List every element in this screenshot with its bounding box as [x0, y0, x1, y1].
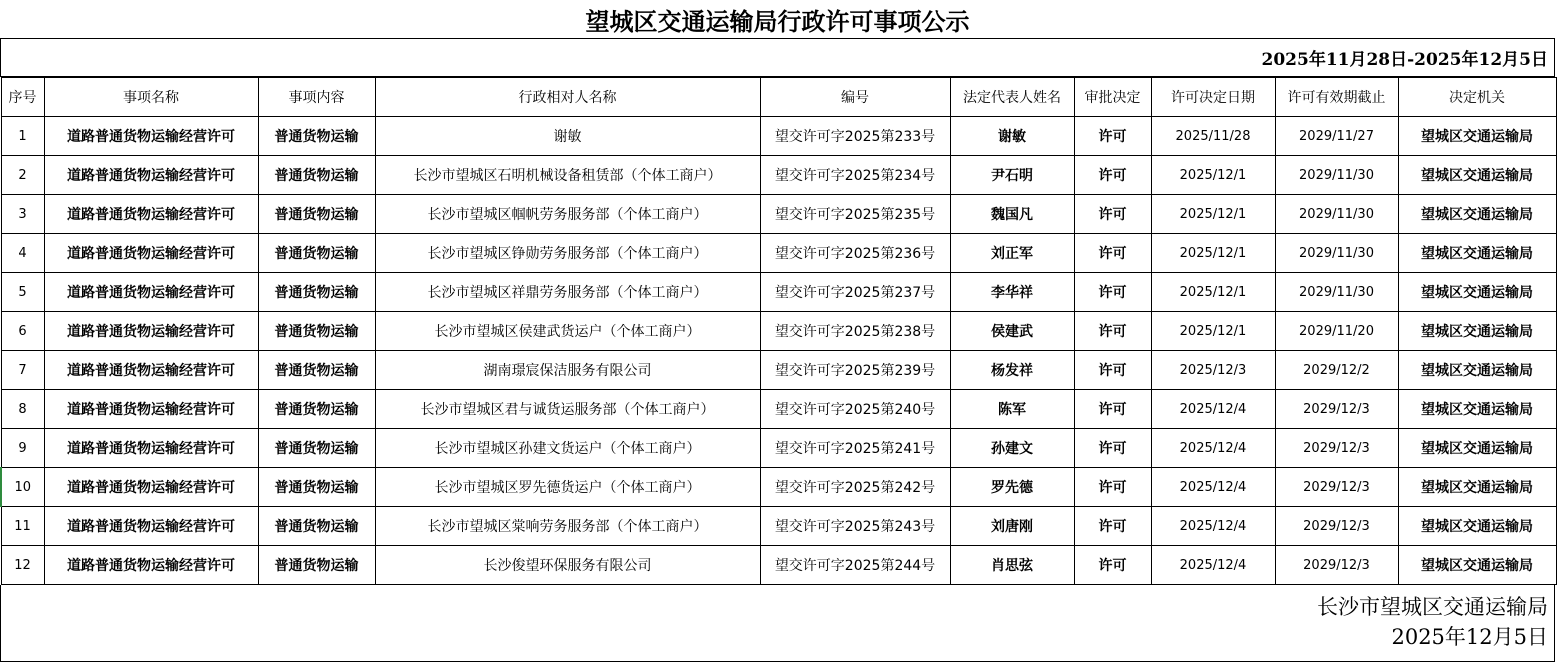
cell-seq[interactable]: 11	[1, 507, 44, 546]
sheet-title[interactable]: 望城区交通运输局行政许可事项公示	[0, 0, 1555, 39]
cell-legal-rep[interactable]: 尹石明	[950, 156, 1074, 195]
cell-decision[interactable]: 许可	[1074, 429, 1151, 468]
cell-number[interactable]: 望交许可字2025第233号	[760, 117, 950, 156]
cell-number[interactable]: 望交许可字2025第238号	[760, 312, 950, 351]
cell-item-name[interactable]: 道路普通货物运输经营许可	[44, 351, 258, 390]
cell-number[interactable]: 望交许可字2025第243号	[760, 507, 950, 546]
cell-valid-until[interactable]: 2029/11/30	[1275, 195, 1398, 234]
cell-decision-date[interactable]: 2025/12/1	[1151, 195, 1275, 234]
cell-number[interactable]: 望交许可字2025第236号	[760, 234, 950, 273]
cell-item-content[interactable]: 普通货物运输	[258, 507, 375, 546]
cell-legal-rep[interactable]: 谢敏	[950, 117, 1074, 156]
cell-legal-rep[interactable]: 孙建文	[950, 429, 1074, 468]
cell-authority[interactable]: 望城区交通运输局	[1398, 351, 1556, 390]
cell-decision-date[interactable]: 2025/12/4	[1151, 507, 1275, 546]
cell-seq[interactable]: 7	[1, 351, 44, 390]
cell-item-content[interactable]: 普通货物运输	[258, 546, 375, 585]
period-cell[interactable]: 2025年11月28日-2025年12月5日	[0, 39, 1555, 77]
cell-seq[interactable]: 12	[1, 546, 44, 585]
cell-seq[interactable]: 4	[1, 234, 44, 273]
cell-item-content[interactable]: 普通货物运输	[258, 156, 375, 195]
cell-legal-rep[interactable]: 魏国凡	[950, 195, 1074, 234]
cell-item-content[interactable]: 普通货物运输	[258, 195, 375, 234]
header-decision[interactable]: 审批决定	[1074, 78, 1151, 117]
table-row	[1, 546, 1556, 585]
cell-item-name[interactable]: 道路普通货物运输经营许可	[44, 273, 258, 312]
table-row	[1, 468, 1556, 507]
cell-valid-until[interactable]: 2029/12/3	[1275, 468, 1398, 507]
footer	[0, 585, 1555, 662]
cell-decision[interactable]: 许可	[1074, 390, 1151, 429]
cell-decision-date[interactable]: 2025/12/1	[1151, 273, 1275, 312]
table-row	[1, 234, 1556, 273]
cell-valid-until[interactable]: 2029/11/27	[1275, 117, 1398, 156]
cell-authority[interactable]: 望城区交通运输局	[1398, 429, 1556, 468]
cell-valid-until[interactable]: 2029/12/3	[1275, 507, 1398, 546]
cell-number[interactable]: 望交许可字2025第234号	[760, 156, 950, 195]
header-seq[interactable]: 序号	[1, 78, 44, 117]
cell-party-name[interactable]: 长沙市望城区棠响劳务服务部（个体工商户）	[375, 507, 760, 546]
footer-org[interactable]: 长沙市望城区交通运输局	[1317, 595, 1548, 619]
table-row	[1, 351, 1556, 390]
cell-decision-date[interactable]: 2025/11/28	[1151, 117, 1275, 156]
cell-party-name[interactable]: 长沙市望城区石明机械设备租赁部（个体工商户）	[375, 156, 760, 195]
cell-item-content[interactable]: 普通货物运输	[258, 351, 375, 390]
cell-valid-until[interactable]: 2029/11/30	[1275, 156, 1398, 195]
cell-decision[interactable]: 许可	[1074, 273, 1151, 312]
table-row	[1, 273, 1556, 312]
cell-authority[interactable]: 望城区交通运输局	[1398, 507, 1556, 546]
cell-item-content[interactable]: 普通货物运输	[258, 312, 375, 351]
header-item-name[interactable]: 事项名称	[44, 78, 258, 117]
cell-seq[interactable]: 5	[1, 273, 44, 312]
cell-valid-until[interactable]: 2029/12/3	[1275, 390, 1398, 429]
cell-item-name[interactable]: 道路普通货物运输经营许可	[44, 117, 258, 156]
cell-valid-until[interactable]: 2029/12/3	[1275, 546, 1398, 585]
cell-item-name[interactable]: 道路普通货物运输经营许可	[44, 429, 258, 468]
cell-decision[interactable]: 许可	[1074, 507, 1151, 546]
cell-authority[interactable]: 望城区交通运输局	[1398, 156, 1556, 195]
header-item-content[interactable]: 事项内容	[258, 78, 375, 117]
cell-party-name[interactable]: 长沙市望城区铮勋劳务服务部（个体工商户）	[375, 234, 760, 273]
permit-table	[0, 77, 1557, 585]
cell-party-name[interactable]: 谢敏	[375, 117, 760, 156]
cell-item-content[interactable]: 普通货物运输	[258, 390, 375, 429]
header-number[interactable]: 编号	[760, 78, 950, 117]
cell-decision[interactable]: 许可	[1074, 351, 1151, 390]
cell-legal-rep[interactable]: 刘唐刚	[950, 507, 1074, 546]
cell-party-name[interactable]: 长沙市望城区祥鼎劳务服务部（个体工商户）	[375, 273, 760, 312]
cell-decision[interactable]: 许可	[1074, 156, 1151, 195]
cell-party-name[interactable]: 长沙俊望环保服务有限公司	[375, 546, 760, 585]
cell-valid-until[interactable]: 2029/12/3	[1275, 429, 1398, 468]
cell-seq[interactable]: 3	[1, 195, 44, 234]
cell-decision-date[interactable]: 2025/12/4	[1151, 546, 1275, 585]
table-row	[1, 117, 1556, 156]
cell-number[interactable]: 望交许可字2025第237号	[760, 273, 950, 312]
cell-valid-until[interactable]: 2029/11/30	[1275, 273, 1398, 312]
cell-authority[interactable]: 望城区交通运输局	[1398, 312, 1556, 351]
cell-party-name[interactable]: 长沙市望城区罗先德货运户（个体工商户）	[375, 468, 760, 507]
cell-decision-date[interactable]: 2025/12/4	[1151, 390, 1275, 429]
cell-decision-date[interactable]: 2025/12/1	[1151, 234, 1275, 273]
cell-party-name[interactable]: 长沙市望城区孙建文货运户（个体工商户）	[375, 429, 760, 468]
cell-decision-date[interactable]: 2025/12/4	[1151, 429, 1275, 468]
cell-item-name[interactable]: 道路普通货物运输经营许可	[44, 312, 258, 351]
cell-party-name[interactable]: 长沙市望城区帼帆劳务服务部（个体工商户）	[375, 195, 760, 234]
cell-item-content[interactable]: 普通货物运输	[258, 468, 375, 507]
cell-authority[interactable]: 望城区交通运输局	[1398, 468, 1556, 507]
cell-legal-rep[interactable]: 杨发祥	[950, 351, 1074, 390]
cell-seq[interactable]: 8	[1, 390, 44, 429]
cell-legal-rep[interactable]: 罗先德	[950, 468, 1074, 507]
cell-item-content[interactable]: 普通货物运输	[258, 117, 375, 156]
cell-authority[interactable]: 望城区交通运输局	[1398, 234, 1556, 273]
cell-item-name[interactable]: 道路普通货物运输经营许可	[44, 156, 258, 195]
cell-valid-until[interactable]: 2029/12/2	[1275, 351, 1398, 390]
cell-decision-date[interactable]: 2025/12/4	[1151, 468, 1275, 507]
cell-item-name[interactable]: 道路普通货物运输经营许可	[44, 234, 258, 273]
cell-legal-rep[interactable]: 侯建武	[950, 312, 1074, 351]
cell-legal-rep[interactable]: 李华祥	[950, 273, 1074, 312]
cell-decision[interactable]: 许可	[1074, 468, 1151, 507]
header-decision-date[interactable]: 许可决定日期	[1151, 78, 1275, 117]
cell-number[interactable]: 望交许可字2025第240号	[760, 390, 950, 429]
cell-decision-date[interactable]: 2025/12/1	[1151, 156, 1275, 195]
cell-authority[interactable]: 望城区交通运输局	[1398, 546, 1556, 585]
cell-legal-rep[interactable]: 陈军	[950, 390, 1074, 429]
cell-seq[interactable]: 10	[1, 468, 44, 507]
cell-valid-until[interactable]: 2029/11/30	[1275, 234, 1398, 273]
cell-item-content[interactable]: 普通货物运输	[258, 429, 375, 468]
cell-number[interactable]: 望交许可字2025第242号	[760, 468, 950, 507]
header-valid-until[interactable]: 许可有效期截止	[1275, 78, 1398, 117]
header-authority[interactable]: 决定机关	[1398, 78, 1556, 117]
cell-party-name[interactable]: 湖南璟宸保洁服务有限公司	[375, 351, 760, 390]
cell-decision-date[interactable]: 2025/12/3	[1151, 351, 1275, 390]
cell-number[interactable]: 望交许可字2025第239号	[760, 351, 950, 390]
cell-legal-rep[interactable]: 肖思弦	[950, 546, 1074, 585]
cell-authority[interactable]: 望城区交通运输局	[1398, 273, 1556, 312]
cell-number[interactable]: 望交许可字2025第241号	[760, 429, 950, 468]
table-row	[1, 507, 1556, 546]
cell-authority[interactable]: 望城区交通运输局	[1398, 195, 1556, 234]
cell-decision[interactable]: 许可	[1074, 195, 1151, 234]
cell-seq[interactable]: 1	[1, 117, 44, 156]
cell-decision[interactable]: 许可	[1074, 312, 1151, 351]
cell-party-name[interactable]: 长沙市望城区侯建武货运户（个体工商户）	[375, 312, 760, 351]
cell-item-content[interactable]: 普通货物运输	[258, 273, 375, 312]
cell-item-name[interactable]: 道路普通货物运输经营许可	[44, 195, 258, 234]
cell-number[interactable]: 望交许可字2025第235号	[760, 195, 950, 234]
cell-authority[interactable]: 望城区交通运输局	[1398, 390, 1556, 429]
footer-date[interactable]: 2025年12月5日	[1391, 625, 1548, 649]
table-row	[1, 312, 1556, 351]
table-row	[1, 429, 1556, 468]
header-row	[1, 78, 1556, 117]
cell-item-name[interactable]: 道路普通货物运输经营许可	[44, 468, 258, 507]
table-row	[1, 390, 1556, 429]
cell-seq[interactable]: 6	[1, 312, 44, 351]
cell-decision[interactable]: 许可	[1074, 117, 1151, 156]
cell-seq[interactable]: 9	[1, 429, 44, 468]
table-row	[1, 156, 1556, 195]
cell-valid-until[interactable]: 2029/11/20	[1275, 312, 1398, 351]
cell-item-name[interactable]: 道路普通货物运输经营许可	[44, 390, 258, 429]
table-row	[1, 195, 1556, 234]
cell-party-name[interactable]: 长沙市望城区君与诚货运服务部（个体工商户）	[375, 390, 760, 429]
header-party-name[interactable]: 行政相对人名称	[375, 78, 760, 117]
cell-legal-rep[interactable]: 刘正军	[950, 234, 1074, 273]
cell-seq[interactable]: 2	[1, 156, 44, 195]
cell-item-name[interactable]: 道路普通货物运输经营许可	[44, 546, 258, 585]
cell-number[interactable]: 望交许可字2025第244号	[760, 546, 950, 585]
cell-decision[interactable]: 许可	[1074, 546, 1151, 585]
cell-item-content[interactable]: 普通货物运输	[258, 234, 375, 273]
cell-authority[interactable]: 望城区交通运输局	[1398, 117, 1556, 156]
cell-item-name[interactable]: 道路普通货物运输经营许可	[44, 507, 258, 546]
cell-decision-date[interactable]: 2025/12/1	[1151, 312, 1275, 351]
header-legal-rep[interactable]: 法定代表人姓名	[950, 78, 1074, 117]
cell-decision[interactable]: 许可	[1074, 234, 1151, 273]
